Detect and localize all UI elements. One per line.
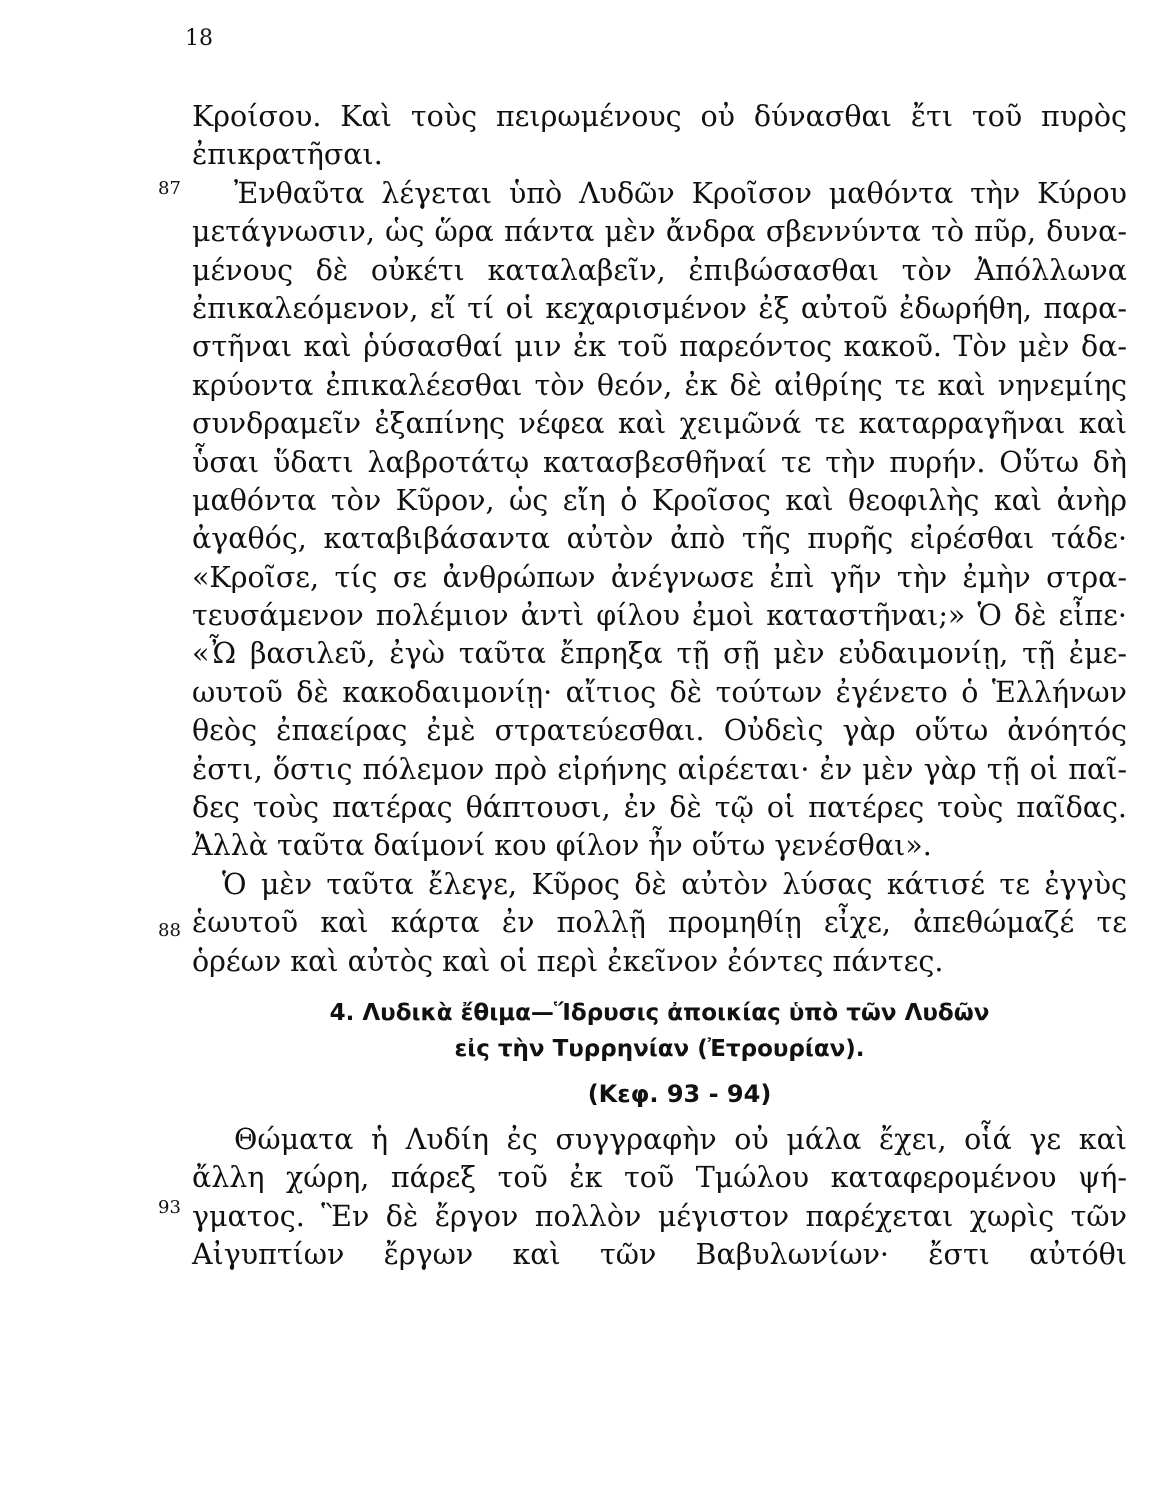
page-number: 18 (185, 26, 213, 51)
margin-number-88: 88 (158, 920, 181, 941)
text-line: μένους δὲ οὐκέτι καταλαβεῖν, ἐπιβώσασθαι τὸν Ἀπόλλωνα (192, 253, 1127, 287)
margin-number-93: 93 (158, 1197, 181, 1218)
text-line: Κροίσου. Καὶ τοὺς πειρωμένους οὐ δύνασθαι ἔτι τοῦ πυρὸς (192, 100, 1127, 133)
text-line: ὁρέων καὶ αὐτὸς καὶ οἱ περὶ ἐκεῖνον ἐόντες πάντες. (192, 944, 944, 978)
text-line: ωυτοῦ δὲ κακοδαιμονίῃ· αἴτιος δὲ τούτων ἐγένετο ὁ Ἑλλήνων (192, 675, 1127, 709)
text-line: Ἀλλὰ ταῦτα δαίμονί κου φίλον ἦν οὕτω γενέσθαι». (192, 829, 932, 863)
text-line: Ἐνθαῦτα λέγεται ὑπὸ Λυδῶν Κροῖσον μαθόντα τὴν Κύρου (234, 176, 1127, 210)
text-line: ἀγαθός, καταβιβάσαντα αὐτὸν ἀπὸ τῆς πυρῆς εἰρέσθαι τάδε· (192, 522, 1127, 556)
text-line: στῆναι καὶ ῥύσασθαί μιν ἐκ τοῦ παρεόντος κακοῦ. Τὸν μὲν δα- (192, 330, 1127, 364)
text-line: ἐπικρατῆσαι. (192, 138, 383, 172)
text-line: «Ὦ βασιλεῦ, ἐγὼ ταῦτα ἔπρηξα τῇ σῇ μὲν εὐδαιμονίῃ, τῇ ἐμε- (192, 637, 1127, 671)
text-line: ἐστι, ὅστις πόλεμον πρὸ εἰρήνης αἱρέεται· ἐν μὲν γὰρ τῇ οἱ παῖ- (192, 752, 1127, 786)
text-line: μετάγνωσιν, ὡς ὥρα πάντα μὲν ἄνδρα σβεννύντα τὸ πῦρ, δυνα- (192, 215, 1127, 249)
text-line: ἑωυτοῦ καὶ κάρτα ἐν πολλῇ προμηθίῃ εἶχε, ἀπεθώμαζέ τε (192, 906, 1127, 940)
chapter-reference: (Κεφ. 93 - 94) (587, 1079, 772, 1108)
text-line: «Κροῖσε, τίς σε ἀνθρώπων ἀνέγνωσε ἐπὶ γῆν τὴν ἐμὴν στρα- (192, 560, 1127, 594)
text-line: κρύοντα ἐπικαλέεσθαι τὸν θεόν, ἐκ δὲ αἰθρίης τε καὶ νηνεμίης (192, 368, 1127, 402)
margin-number-87: 87 (158, 178, 181, 199)
text-line: ὗσαι ὕδατι λαβροτάτῳ κατασβεσθῆναί τε τὴν πυρήν. Οὕτω δὴ (192, 445, 1127, 479)
text-line: γματος. Ἓν δὲ ἔργον πολλὸν μέγιστον παρέχεται χωρὶς τῶν (192, 1199, 1127, 1233)
text-line: θεὸς ἐπαείρας ἐμὲ στρατεύεσθαι. Οὐδεὶς γὰρ οὕτω ἀνόητός (192, 714, 1127, 748)
text-line: ἄλλη χώρη, πάρεξ τοῦ ἐκ τοῦ Τμώλου καταφερομένου ψή- (192, 1161, 1127, 1195)
text-line: Αἰγυπτίων ἔργων καὶ τῶν Βαβυλωνίων· ἔστι αὐτόθι (192, 1238, 1127, 1272)
section-heading: 4. Λυδικὰ ἔθιμα—Ἵδρυσις ἀποικίας ὑπὸ τῶν Λυδῶν (329, 999, 990, 1026)
main-text (192, 98, 1127, 1275)
text-line: δες τοὺς πατέρας θάπτουσι, ἐν δὲ τῷ οἱ πατέρες τοὺς παῖδας. (192, 791, 1127, 825)
section-heading-line2: εἰς τὴν Τυρρηνίαν (Ἐτρουρίαν). (454, 1035, 865, 1062)
text-line: Ὁ μὲν ταῦτα ἔλεγε, Κῦρος δὲ αὐτὸν λύσας κάτισέ τε ἐγγὺς (222, 867, 1127, 901)
text-line: μαθόντα τὸν Κῦρον, ὡς εἴη ὁ Κροῖσος καὶ θεοφιλὴς καὶ ἀνὴρ (192, 483, 1127, 517)
text-line: ἐπικαλεόμενον, εἴ τί οἱ κεχαρισμένον ἐξ αὐτοῦ ἐδωρήθη, παρα- (192, 291, 1127, 325)
text-line: Θώματα ἡ Λυδίη ἐς συγγραφὴν οὐ μάλα ἔχει, οἷά γε καὶ (234, 1122, 1127, 1156)
text-line: τευσάμενον πολέμιον ἀντὶ φίλου ἐμοὶ καταστῆναι;» Ὁ δὲ εἶπε· (192, 599, 1127, 633)
text-line: συνδραμεῖν ἐξαπίνης νέφεα καὶ χειμῶνά τε καταρραγῆναι καὶ (192, 407, 1127, 441)
